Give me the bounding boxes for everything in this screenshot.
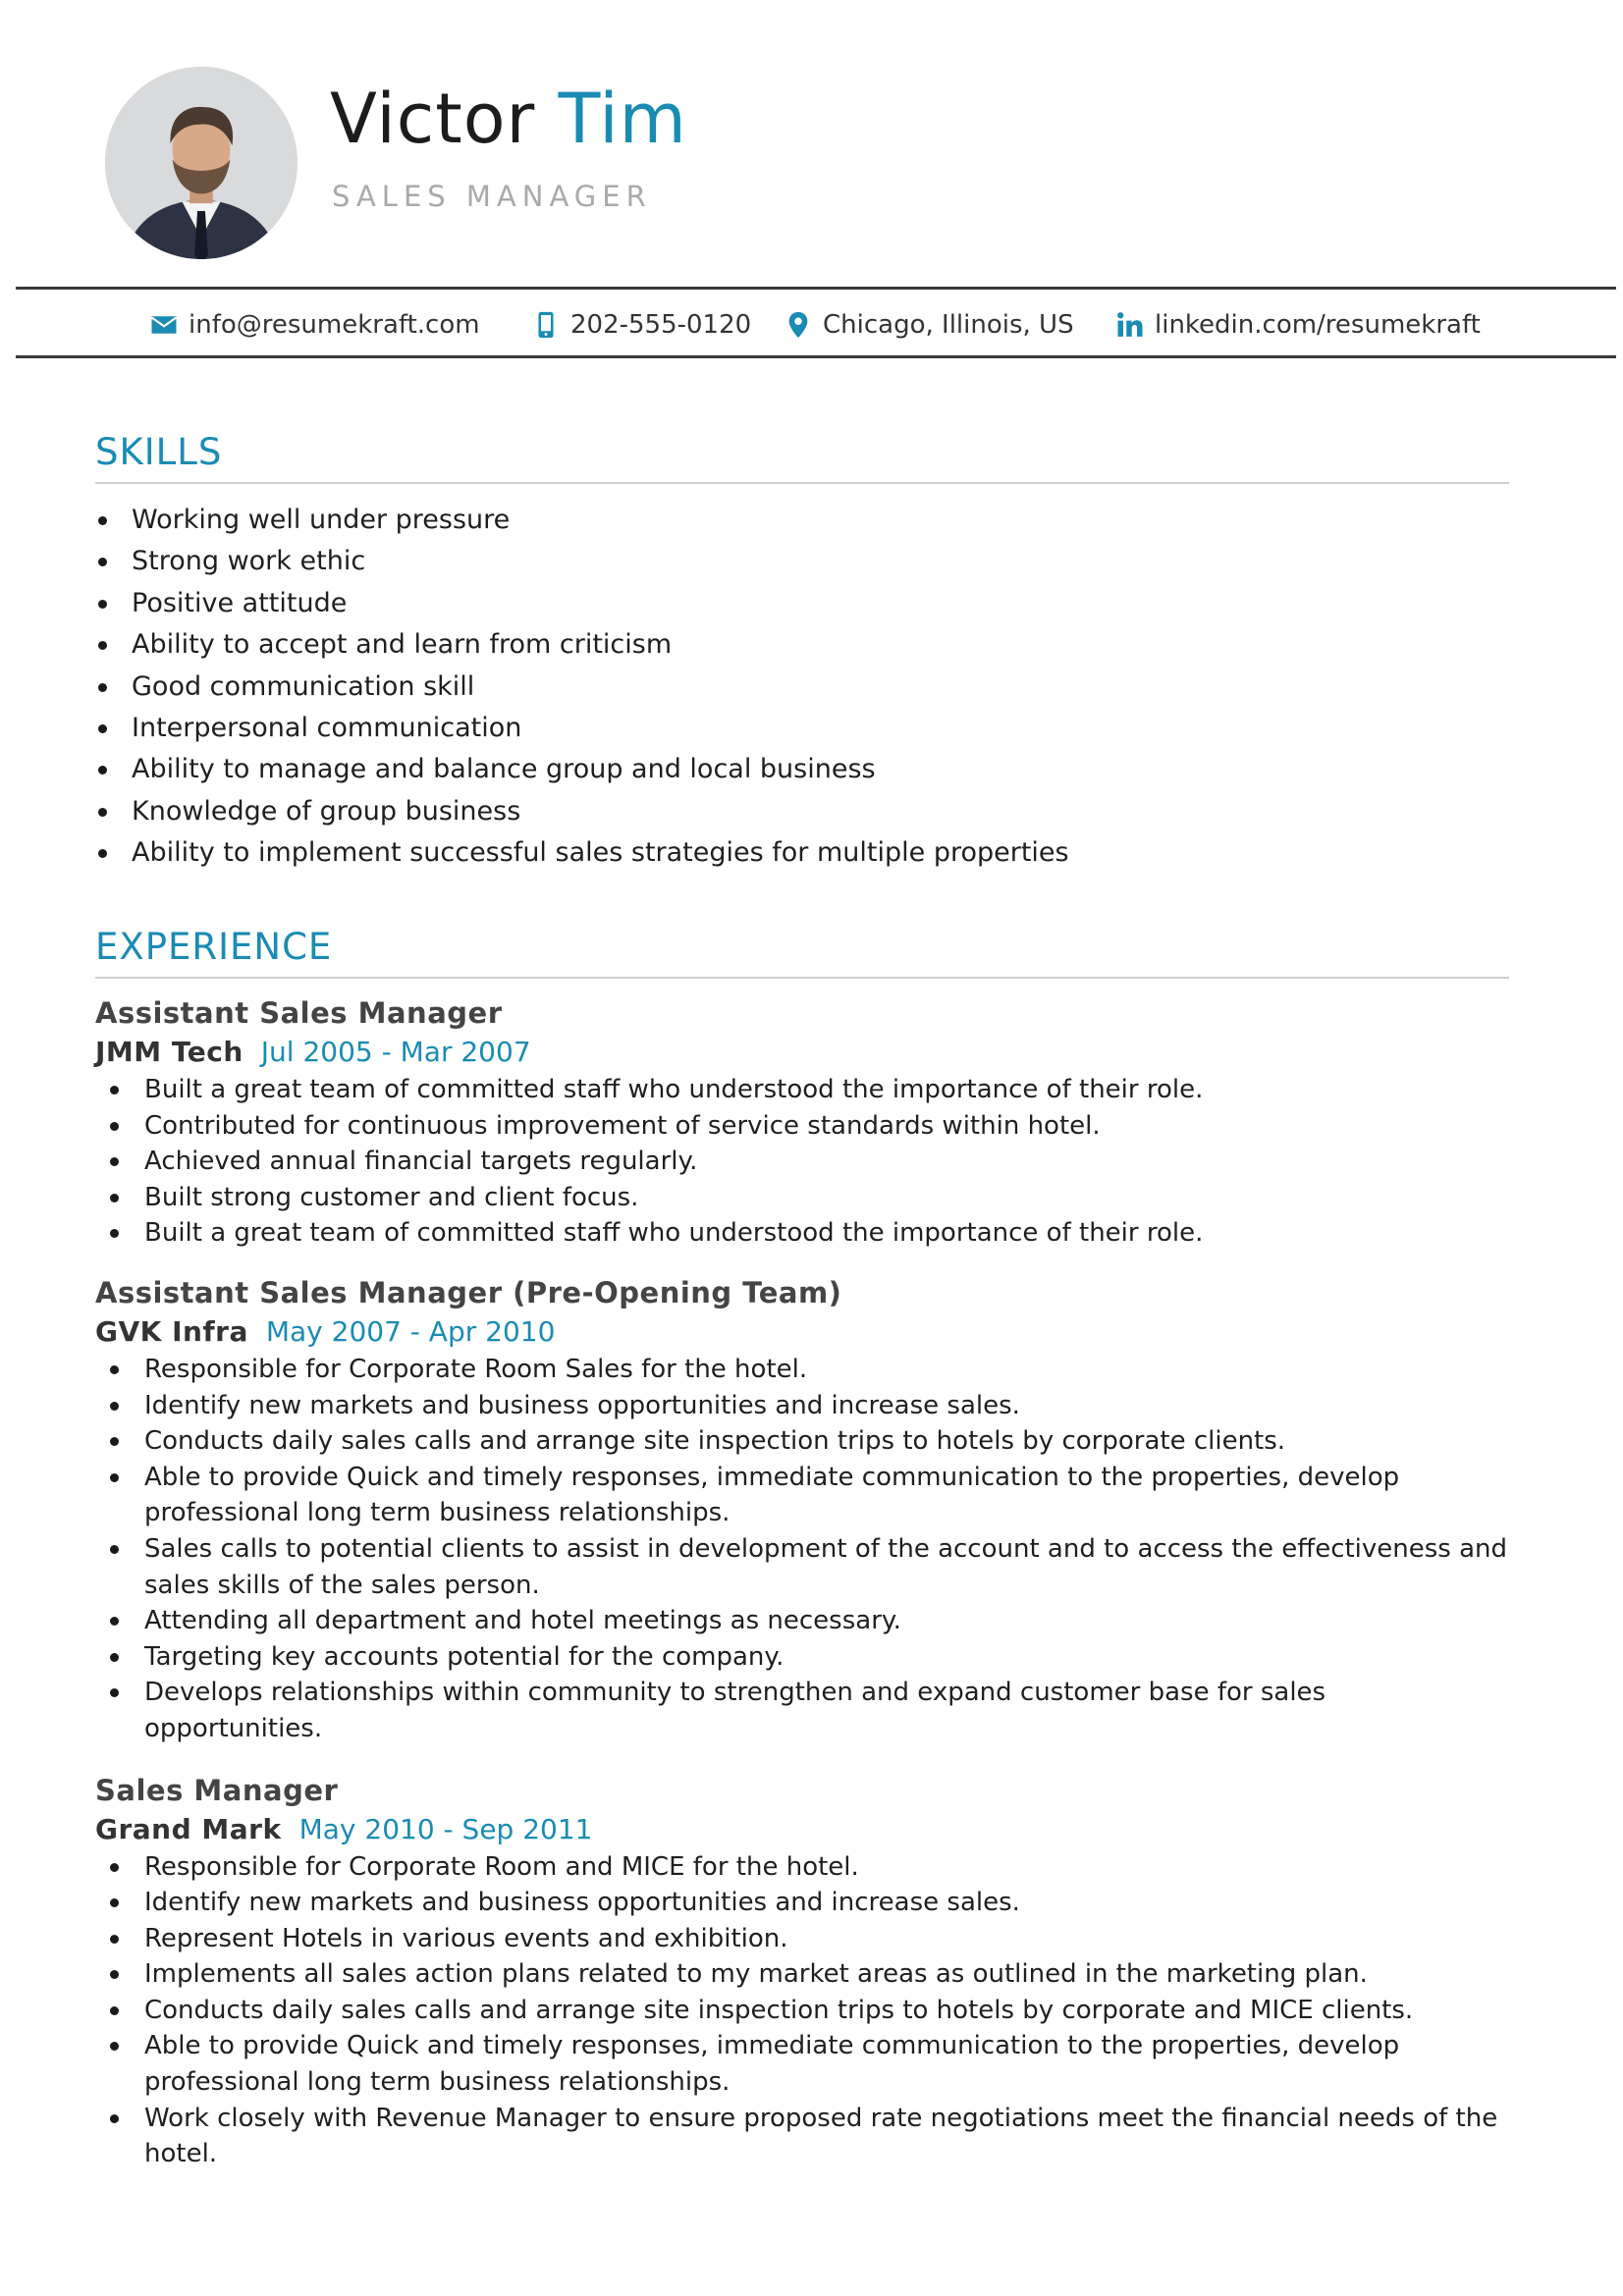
job-bullet: Identify new markets and business opportunities and increase sales. xyxy=(95,1885,1509,1921)
job-entry xyxy=(95,1771,1509,2172)
skills-heading: SKILLS xyxy=(95,431,223,473)
skill-item: Ability to manage and balance group and local business xyxy=(95,749,1509,790)
job-bullet: Represent Hotels in various events and exhibition. xyxy=(95,1921,1509,1957)
job-company-line xyxy=(95,1810,1509,1849)
job-bullets xyxy=(95,1352,1509,1747)
job-bullet: Targeting key accounts potential for the company. xyxy=(95,1639,1509,1676)
job-entry xyxy=(95,1273,1509,1747)
experience-section xyxy=(95,926,1509,2172)
job-bullet: Achieved annual financial targets regularly. xyxy=(95,1144,1509,1180)
contact-linkedin-text: linkedin.com/resumekraft xyxy=(1155,310,1481,340)
job-bullets xyxy=(95,1072,1509,1252)
skill-item: Ability to implement successful sales strategies for multiple properties xyxy=(95,832,1509,874)
job-bullets xyxy=(95,1849,1509,2172)
job-bullet: Responsible for Corporate Room and MICE for the hotel. xyxy=(95,1849,1509,1886)
job-company-line xyxy=(95,1033,1509,1072)
job-company-line xyxy=(95,1312,1509,1352)
job-bullet: Responsible for Corporate Room Sales for the hotel. xyxy=(95,1352,1509,1388)
skills-divider xyxy=(95,482,1509,484)
skill-item: Good communication skill xyxy=(95,667,1509,708)
job-position: Assistant Sales Manager xyxy=(95,996,503,1030)
job-title: SALES MANAGER xyxy=(332,180,652,213)
job-dates: May 2007 - Apr 2010 xyxy=(265,1314,556,1348)
job-bullet: Attending all department and hotel meetings as necessary. xyxy=(95,1603,1509,1639)
job-position: Assistant Sales Manager (Pre-Opening Team) xyxy=(95,1275,842,1309)
mobile-phone-icon xyxy=(531,310,561,340)
contact-location-text: Chicago, Illinois, US xyxy=(823,310,1074,340)
job-bullet: Built strong customer and client focus. xyxy=(95,1180,1509,1216)
job-bullet: Contributed for continuous improvement of service standards within hotel. xyxy=(95,1108,1509,1145)
job-company: GVK Infra xyxy=(95,1314,248,1348)
job-position: Sales Manager xyxy=(95,1773,339,1807)
last-name: Tim xyxy=(558,79,687,159)
job-entry xyxy=(95,993,1509,1252)
skill-item: Knowledge of group business xyxy=(95,791,1509,832)
job-bullet: Work closely with Revenue Manager to ensure proposed rate negotiations meet the financial needs of the hotel. xyxy=(95,2101,1509,2172)
job-company: Grand Mark xyxy=(95,1812,282,1845)
job-bullet: Conducts daily sales calls and arrange site inspection trips to hotels by corporate and MICE clients. xyxy=(95,1993,1509,2029)
job-bullet: Implements all sales action plans related to my market areas as outlined in the marketing plan. xyxy=(95,1956,1509,1993)
full-name xyxy=(330,79,687,159)
skill-item: Interpersonal communication xyxy=(95,708,1509,749)
job-bullet: Develops relationships within community to strengthen and expand customer base for sales opportunities. xyxy=(95,1675,1509,1746)
job-dates: May 2010 - Sep 2011 xyxy=(298,1812,593,1845)
skills-section xyxy=(95,431,1509,875)
job-bullet: Identify new markets and business opportunities and increase sales. xyxy=(95,1388,1509,1424)
experience-divider xyxy=(95,977,1509,979)
job-bullet: Conducts daily sales calls and arrange site inspection trips to hotels by corporate clients. xyxy=(95,1423,1509,1460)
job-bullet: Able to provide Quick and timely responses, immediate communication to the properties, develop professional long term business relationships. xyxy=(95,1460,1509,1531)
portrait-photo xyxy=(105,67,298,259)
contact-phone[interactable] xyxy=(531,305,751,345)
job-dates: Jul 2005 - Mar 2007 xyxy=(260,1036,531,1068)
contact-location xyxy=(784,305,1074,345)
skills-list xyxy=(95,500,1509,875)
contact-email-text: info@resumekraft.com xyxy=(189,310,480,340)
avatar xyxy=(105,67,298,259)
contact-phone-text: 202-555-0120 xyxy=(570,310,752,340)
skill-item: Positive attitude xyxy=(95,583,1509,624)
header-divider-top xyxy=(16,287,1616,290)
job-bullet: Sales calls to potential clients to assist in development of the account and to access the effectiveness and sales skills of the sales person. xyxy=(95,1531,1509,1603)
linkedin-icon xyxy=(1115,310,1145,340)
first-name: Victor xyxy=(330,79,536,159)
map-pin-icon xyxy=(784,310,813,340)
job-bullet: Built a great team of committed staff who understood the importance of their role. xyxy=(95,1072,1509,1108)
experience-heading: EXPERIENCE xyxy=(95,926,333,968)
skill-item: Ability to accept and learn from criticism xyxy=(95,624,1509,666)
skill-item: Strong work ethic xyxy=(95,541,1509,582)
envelope-icon xyxy=(149,310,179,340)
contact-email[interactable] xyxy=(149,305,480,345)
contact-linkedin[interactable] xyxy=(1115,305,1481,345)
job-company: JMM Tech xyxy=(95,1036,243,1068)
header-divider-bottom xyxy=(16,355,1616,358)
job-bullet: Built a great team of committed staff who understood the importance of their role. xyxy=(95,1215,1509,1252)
job-bullet: Able to provide Quick and timely responses, immediate communication to the properties, develop professional long term business relationships. xyxy=(95,2028,1509,2100)
skill-item: Working well under pressure xyxy=(95,500,1509,541)
